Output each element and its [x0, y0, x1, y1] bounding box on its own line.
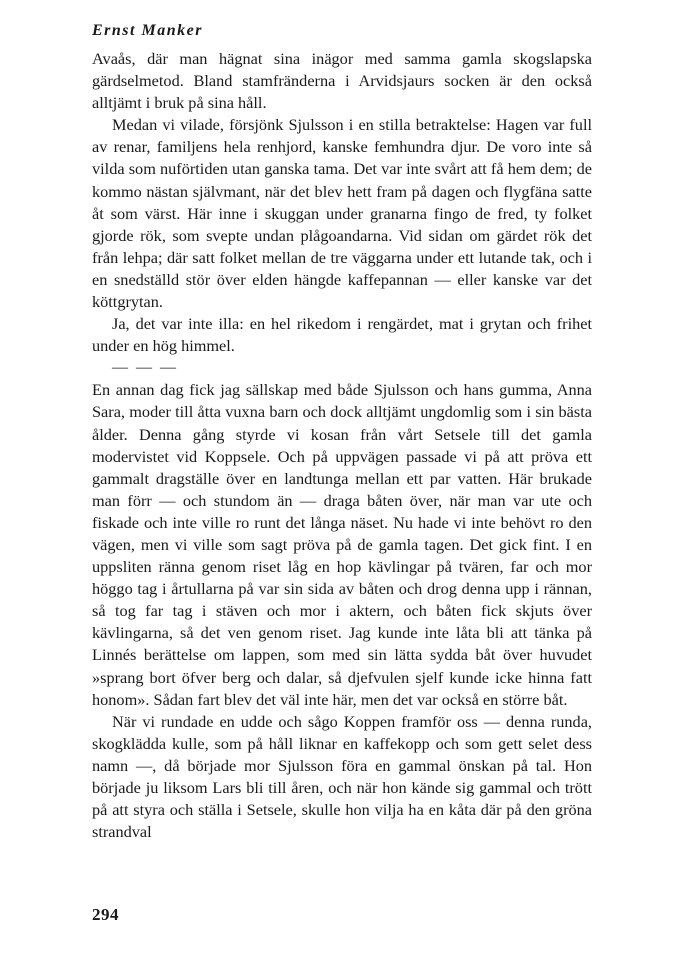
body-text — [92, 48, 592, 843]
section-break: — — — — [112, 359, 178, 377]
paragraph: Ja, det var inte illa: en hel rikedom i rengärdet, mat i grytan och frihet under en hög himmel. — [92, 314, 592, 356]
paragraph: En annan dag fick jag sällskap med både Sjulsson och hans gumma, Anna Sara, moder till åtta vuxna barn och dock alltjämt ungdomlig som i sin bästa ålder. Denna gång styrde vi kosan från vårt Setsele till det gamla modervistet vid Koppsele. Och på uppvägen passade vi på att pröva ett gammalt dragställe över en landtunga mellan ett par vatten. Här brukade man förr — och stundom än — draga båten över, när man var ute och fiskade och inte ville ro runt det långa näset. Nu hade vi inte behövt ro den vägen, men vi ville som sagt pröva på de gamla tagen. Det gick fint. I en uppsliten ränna genom riset låg en hop kävlingar på tvären, far och mor höggo tag i årtullarna på var sin sida av båten och drog denna upp i rännan, så tog far tag i stäven och mor i aktern, och båten fick skjuts över kävlingarna, så det ven genom riset. Jag kunde inte låta bli att tänka på Linnés berättelse om lappen, som med sin lätta sydda båt över huvudet »sprang bort öfver berg och dalar, så djefvulen sjelf kunde icke hinna fatt honom». Sådan fart blev det väl inte här, men det var också en större båt. — [92, 380, 592, 709]
paragraph: Avaås, där man hägnat sina inägor med samma gamla skogslapska gärdselmetod. Bland stamfränderna i Arvidsjaurs socken är den också alltjämt i bruk på sina håll. — [92, 49, 592, 113]
page-number: 294 — [92, 905, 119, 924]
running-head: Ernst Manker — [92, 22, 203, 39]
paragraph: När vi rundade en udde och sågo Koppen framför oss — denna runda, skogklädda kulle, som på håll liknar en kaffekopp och som gett selet dess namn —, då började mor Sjulsson föra en gammal önskan på tal. Hon började ju liksom Lars bli till åren, och när hon kände sig gammal och trött på att styra och ställa i Setsele, skulle hon vilja ha en kåta där på den gröna strandval — [92, 711, 592, 842]
book-page — [92, 20, 592, 843]
paragraph: Medan vi vilade, försjönk Sjulsson i en stilla betraktelse: Hagen var full av renar, familjens hela renhjord, kanske femhundra djur. De voro inte så vilda som nuförtiden utan ganska tama. Det var inte svårt att få hem dem; de kommo nästan självmant, när det blev hett fram på dagen och flygfäna satte åt som värst. Här inne i skuggan under granarna fingo de fred, ty folket gjorde rök, som svepte undan plågoandarna. Vid sidan om gärdet rök det från lehpa; där satt folket mellan de tre väggarna under ett lutande tak, och i en snedställd stör över elden hängde kaffepannan — eller kanske var det köttgrytan. — [92, 115, 592, 312]
